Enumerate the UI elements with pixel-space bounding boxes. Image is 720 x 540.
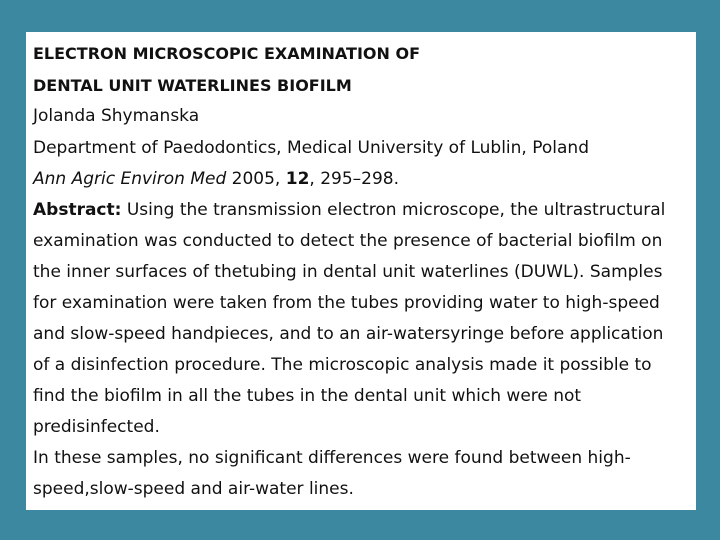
abstract-line-5: and slow-speed handpieces, and to an air-watersyringe before application	[33, 324, 664, 344]
abstract-line-2: examination was conducted to detect the presence of bacterial biofilm on	[33, 231, 663, 251]
abstract-card	[26, 32, 696, 510]
citation-volume: 12	[285, 169, 310, 189]
citation-pages: , 295–298.	[309, 169, 400, 189]
abstract-text: Using the transmission electron microscope, the ultrastructural	[121, 200, 666, 220]
title-line-2: DENTAL UNIT WATERLINES BIOFILM	[33, 76, 352, 95]
citation-year: 2005,	[226, 169, 286, 189]
journal-name: Ann Agric Environ Med	[33, 169, 227, 189]
title-line-1: ELECTRON MICROSCOPIC EXAMINATION OF	[33, 44, 421, 63]
citation	[33, 169, 399, 189]
abstract-line-4: for examination were taken from the tubes providing water to high-speed	[33, 293, 660, 313]
abstract-line-6: of a disinfection procedure. The microscopic analysis made it possible to	[33, 355, 652, 375]
abstract-line-8: predisinfected.	[33, 417, 160, 437]
abstract-line-10: speed,slow-speed and air-water lines.	[33, 479, 354, 499]
abstract-line-3: the inner surfaces of thetubing in dental unit waterlines (DUWL). Samples	[33, 262, 663, 282]
abstract-line-9: In these samples, no significant differences were found between high-	[33, 448, 631, 468]
abstract-line-1	[33, 200, 665, 220]
affiliation: Department of Paedodontics, Medical University of Lublin, Poland	[33, 138, 589, 158]
abstract-label: Abstract:	[33, 200, 122, 220]
author-name: Jolanda Shymanska	[33, 106, 200, 126]
abstract-line-7: find the biofilm in all the tubes in the dental unit which were not	[33, 386, 582, 406]
